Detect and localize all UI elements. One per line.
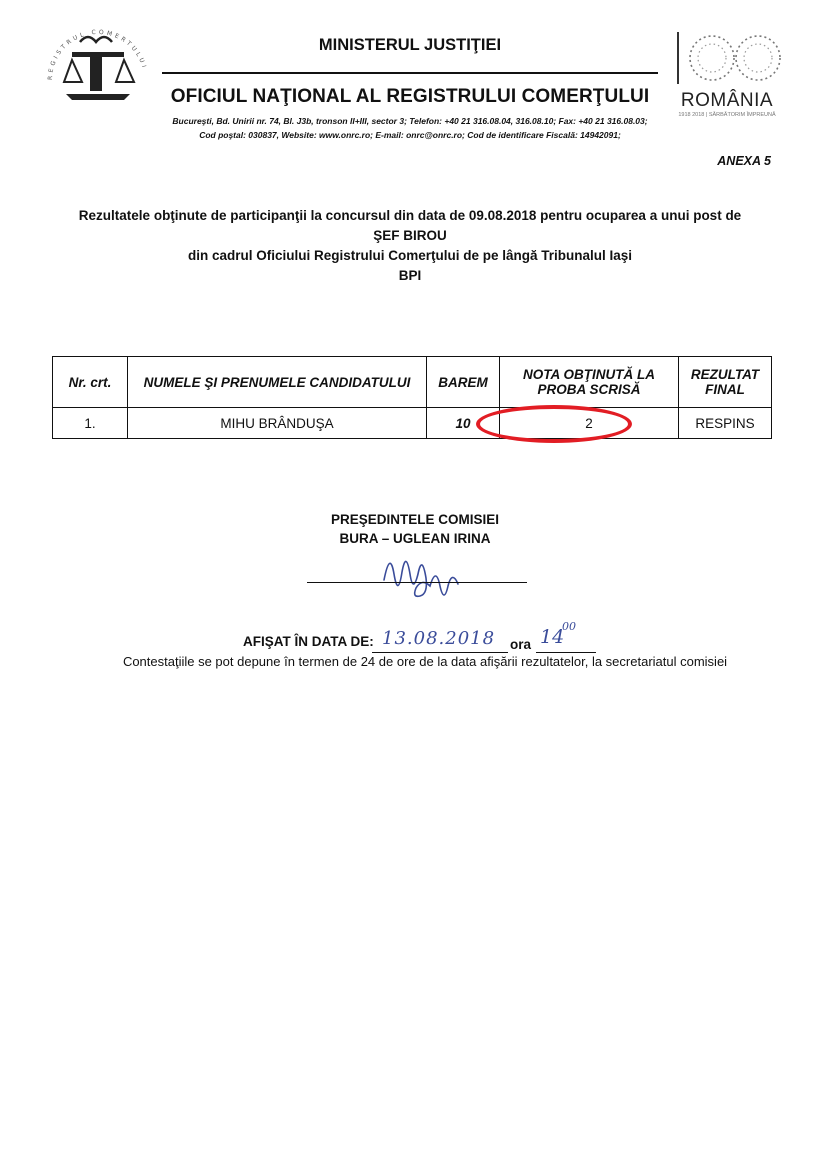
col-header-score: NOTA OBŢINUTĂ LA PROBA SCRISĂ xyxy=(500,357,679,408)
romania-logo-tagline: 1918 2018 | SĂRBĂTORIM ÎMPREUNĂ xyxy=(678,112,776,118)
cell-result: RESPINS xyxy=(679,408,772,439)
office-name: OFICIUL NAŢIONAL AL REGISTRULUI COMERŢULUI xyxy=(170,86,650,107)
col-header-name: NUMELE ŞI PRENUMELE CANDIDATULUI xyxy=(128,357,427,408)
commission-president-title: PREŞEDINTELE COMISIEI xyxy=(330,512,500,527)
posting-date-field xyxy=(372,626,508,653)
posting-hour-field xyxy=(536,620,596,653)
table-row xyxy=(53,408,772,439)
registrul-comertului-logo xyxy=(38,10,158,110)
col-header-nr: Nr. crt. xyxy=(53,357,128,408)
ministry-name: MINISTERUL JUSTIŢIEI xyxy=(318,36,502,54)
appeal-note: Contestaţiile se pot depune în termen de 24 de ore de la data afişării rezultatelor, la secretariatul comisiei xyxy=(122,654,728,669)
col-header-barem: BAREM xyxy=(427,357,500,408)
annex-label: ANEXA 5 xyxy=(717,154,771,168)
table-header-row xyxy=(53,357,772,408)
col-header-result: REZULTAT FINAL xyxy=(679,357,772,408)
posting-date-handwritten: 13.08.2018 xyxy=(382,628,496,649)
cell-barem: 10 xyxy=(427,408,500,439)
title-line-1: Rezultatele obţinute de participanţii la concursul din data de 09.08.2018 pentru ocuparea a unui post de xyxy=(78,208,742,223)
results-table xyxy=(52,356,772,439)
posting-date-label: AFIŞAT ÎN DATA DE: xyxy=(243,634,374,649)
hour-label: ora xyxy=(510,637,532,652)
score-highlight-circle xyxy=(476,405,632,443)
cell-name: MIHU BRÂNDUŞA xyxy=(128,408,427,439)
header-divider xyxy=(162,72,658,74)
posting-hour-handwritten: 14 xyxy=(540,626,565,648)
title-line-3: din cadrul Oficiului Registrului Comerţului de pe lângă Tribunalul Iaşi xyxy=(187,248,633,263)
cell-nr: 1. xyxy=(53,408,128,439)
contact-postal-line: Cod poştal: 030837, Website: www.onrc.ro; E-mail: onrc@onrc.ro; Cod de identificare Fiscală: 14942091; xyxy=(199,130,621,140)
signature-line xyxy=(307,582,527,583)
svg-text:REGISTRUL COMERTULUI: REGISTRUL COMERTULUI xyxy=(46,28,148,81)
romania-logo-word: ROMÂNIA xyxy=(680,90,774,111)
cell-score: 2 xyxy=(500,408,679,439)
handwritten-signature xyxy=(370,540,490,602)
posting-minutes-handwritten: 00 xyxy=(562,620,576,633)
commission-president-name: BURA – UGLEAN IRINA xyxy=(339,531,491,546)
title-position: ŞEF BIROU xyxy=(373,228,447,243)
title-department: BPI xyxy=(398,268,422,283)
contact-address-line: Bucureşti, Bd. Unirii nr. 74, Bl. J3b, tronson II+III, sector 3; Telefon: +40 21 316.08.04, 316.08.10; Fax: +40 21 316.08.03; xyxy=(172,116,648,126)
